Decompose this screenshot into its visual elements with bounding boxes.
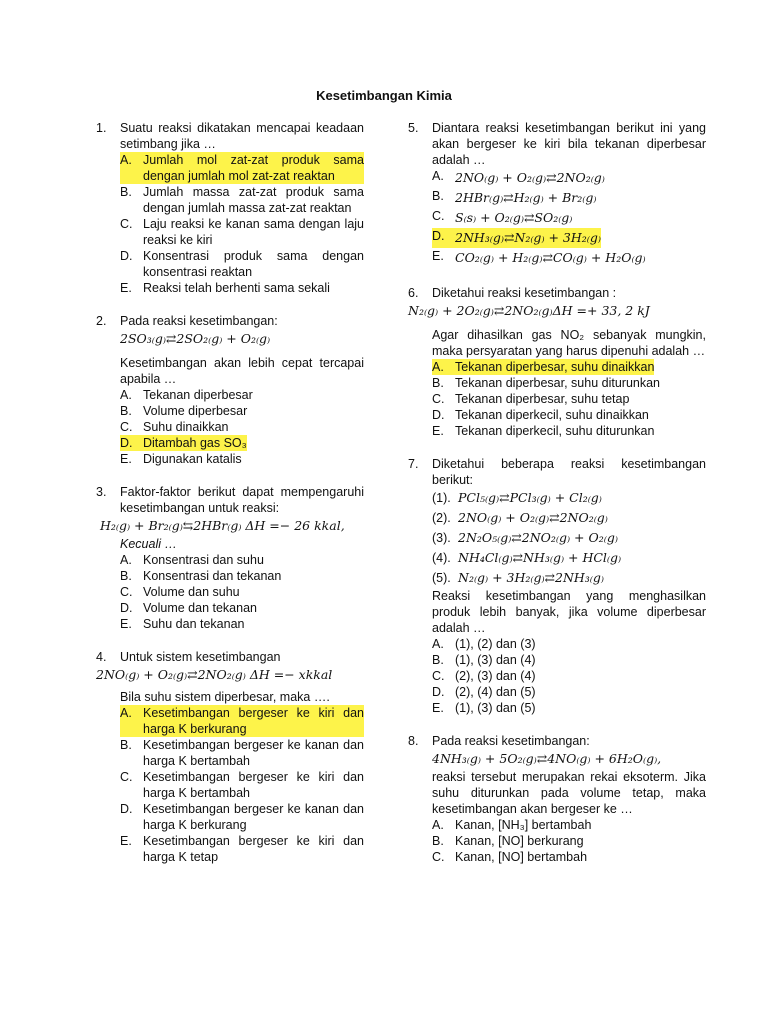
question-6 <box>408 285 706 439</box>
option-e: E. Kesetimbangan bergeser ke kiri dan harga K tetap <box>120 834 364 864</box>
option-c: C. Kanan, [NO] bertambah <box>432 850 588 864</box>
option-b: B. Volume diperbesar <box>120 404 248 418</box>
option-d: D. Konsentrasi produk sama dengan konsentrasi reaktan <box>120 249 364 279</box>
option-a: A. Tekanan diperbesar, suhu dinaikkan <box>432 360 655 374</box>
question-number: 8. <box>408 734 419 748</box>
reaction-formula: 2SO₃₍g₎⇄2SO₂₍g₎ + O₂₍g₎ <box>120 331 271 346</box>
option-e: E. Digunakan katalis <box>120 452 242 466</box>
question-number: 5. <box>408 121 419 135</box>
question-number: 6. <box>408 286 419 300</box>
option-e: E. Tekanan diperkecil, suhu diturunkan <box>432 424 655 438</box>
reaction-item: (3). 2N₂O₅₍g₎⇄2NO₂₍g₎ + O₂₍g₎ <box>432 530 618 545</box>
option-d: D. (2), (4) dan (5) <box>432 685 536 699</box>
option-c: C. Laju reaksi ke kanan sama dengan laju reaksi ke kiri <box>120 217 364 247</box>
question-text: Pada reaksi kesetimbangan: <box>120 314 278 328</box>
question-text-2: Bila suhu sistem diperbesar, maka …. <box>120 690 330 704</box>
option-c: C. Suhu dinaikkan <box>120 420 229 434</box>
option-a: A. (1), (2) dan (3) <box>432 637 536 651</box>
option-b: B. (1), (3) dan (4) <box>432 653 536 667</box>
question-8 <box>408 733 706 865</box>
question-7 <box>408 456 706 716</box>
option-a: A. Kesetimbangan bergeser ke kiri dan harga K berkurang <box>120 706 364 736</box>
option-b: B. Tekanan diperbesar, suhu diturunkan <box>432 376 661 390</box>
question-5 <box>408 120 706 268</box>
option-b: B. Konsentrasi dan tekanan <box>120 569 282 583</box>
reaction-formula: 4NH₃₍g₎ + 5O₂₍g₎⇄4NO₍g₎ + 6H₂O₍g₎, <box>432 751 662 766</box>
question-2 <box>96 313 364 467</box>
question-text: Diketahui beberapa reaksi kesetimbangan berikut: <box>432 457 706 487</box>
option-a: A. Konsentrasi dan suhu <box>120 553 264 567</box>
question-text-2: Agar dihasilkan gas NO₂ sebanyak mungkin, maka persyaratan yang harus dipenuhi adalah … <box>432 328 706 358</box>
reaction-formula: N₂₍g₎ + 2O₂₍g₎⇄2NO₂₍g₎ΔH =+ 33, 2 kJ <box>408 303 650 318</box>
option-c: C. Volume dan suhu <box>120 585 240 599</box>
option-d: D. Volume dan tekanan <box>120 601 257 615</box>
reaction-item: (2). 2NO₍g₎ + O₂₍g₎⇄2NO₂₍g₎ <box>432 510 608 525</box>
option-d: D. 2NH₃₍g₎⇄N₂₍g₎ + 3H₂₍g₎ <box>408 228 706 248</box>
option-c: C. (2), (3) dan (4) <box>432 669 536 683</box>
page-title: Kesetimbangan Kimia <box>316 88 452 103</box>
question-number: 4. <box>96 650 107 664</box>
reaction-item: (5). N₂₍g₎ + 3H₂₍g₎⇄2NH₃₍g₎ <box>432 570 604 585</box>
question-number: 1. <box>96 121 107 135</box>
reaction-list <box>408 488 706 588</box>
question-4 <box>96 649 364 865</box>
question-text: Diketahui reaksi kesetimbangan : <box>432 286 617 300</box>
option-e: E. CO₂₍g₎ + H₂₍g₎⇄CO₍g₎ + H₂O₍g₎ <box>432 249 646 265</box>
option-e: E. Suhu dan tekanan <box>120 617 245 631</box>
option-d: D. Tekanan diperkecil, suhu dinaikkan <box>432 408 649 422</box>
option-e: E. Reaksi telah berhenti sama sekali <box>120 281 330 295</box>
option-d: D. Kesetimbangan bergeser ke kanan dan harga K berkurang <box>120 802 364 832</box>
option-c: C. Tekanan diperbesar, suhu tetap <box>432 392 630 406</box>
option-d: D. Ditambah gas SO₃ <box>120 436 247 450</box>
reaction-formula: 2NO₍g₎ + O₂₍g₎⇄2NO₂₍g₎ ΔH =− xkkal <box>96 667 333 682</box>
option-b: B. 2HBr₍g₎⇄H₂₍g₎ + Br₂₍g₎ <box>432 189 597 205</box>
left-column <box>96 120 364 882</box>
question-text: Faktor-faktor berikut dapat mempengaruhi kesetimbangan untuk reaksi: <box>120 485 364 515</box>
question-3 <box>96 484 364 632</box>
reaction-formula: H₂₍g₎ + Br₂₍g₎⇆2HBr₍g₎ ΔH =− 26 kkal, <box>100 518 345 533</box>
option-a: A. Jumlah mol zat-zat produk sama dengan jumlah mol zat-zat reaktan <box>120 153 364 183</box>
question-number: 7. <box>408 457 419 471</box>
option-c: C. Kesetimbangan bergeser ke kiri dan harga K bertambah <box>120 770 364 800</box>
question-text-2: Kesetimbangan akan lebih cepat tercapai apabila … <box>120 356 364 386</box>
reaction-item: (1). PCl₅₍g₎⇄PCl₃₍g₎ + Cl₂₍g₎ <box>432 490 602 505</box>
option-b: B. Kesetimbangan bergeser ke kanan dan harga K bertambah <box>120 738 364 768</box>
question-number: 3. <box>96 485 107 499</box>
option-a: A. Tekanan diperbesar <box>120 388 253 402</box>
question-text: Diantara reaksi kesetimbangan berikut ini yang akan bergeser ke kiri bila tekanan diperbesar adalah … <box>432 121 706 167</box>
question-text: Untuk sistem kesetimbangan <box>120 650 281 664</box>
option-b: B. Kanan, [NO] berkurang <box>432 834 584 848</box>
option-a: A. 2NO₍g₎ + O₂₍g₎⇄2NO₂₍g₎ <box>432 169 605 185</box>
question-1 <box>96 120 364 296</box>
question-number: 2. <box>96 314 107 328</box>
question-text-2: Reaksi kesetimbangan yang menghasilkan produk lebih banyak, jika volume diperbesar adalah … <box>432 589 706 635</box>
reaction-item: (4). NH₄Cl₍g₎⇄NH₃₍g₎ + HCl₍g₎ <box>432 550 622 565</box>
question-text-2: reaksi tersebut merupakan rekai eksoterm. Jika suhu diturunkan pada volume tetap, maka kesetimbangan akan bergeser ke … <box>432 770 706 816</box>
option-c: C. S₍s₎ + O₂₍g₎⇄SO₂₍g₎ <box>432 209 573 225</box>
right-column <box>408 120 706 882</box>
option-a: A. Kanan, [NH₃] bertambah <box>432 818 592 832</box>
question-text-2: Kecuali … <box>120 537 177 551</box>
option-b: B. Jumlah massa zat-zat produk sama dengan jumlah massa zat-zat reaktan <box>120 185 364 215</box>
option-e: E. (1), (3) dan (5) <box>432 701 536 715</box>
question-text: Suatu reaksi dikatakan mencapai keadaan setimbang jika … <box>120 121 364 151</box>
question-text: Pada reaksi kesetimbangan: <box>432 734 590 748</box>
